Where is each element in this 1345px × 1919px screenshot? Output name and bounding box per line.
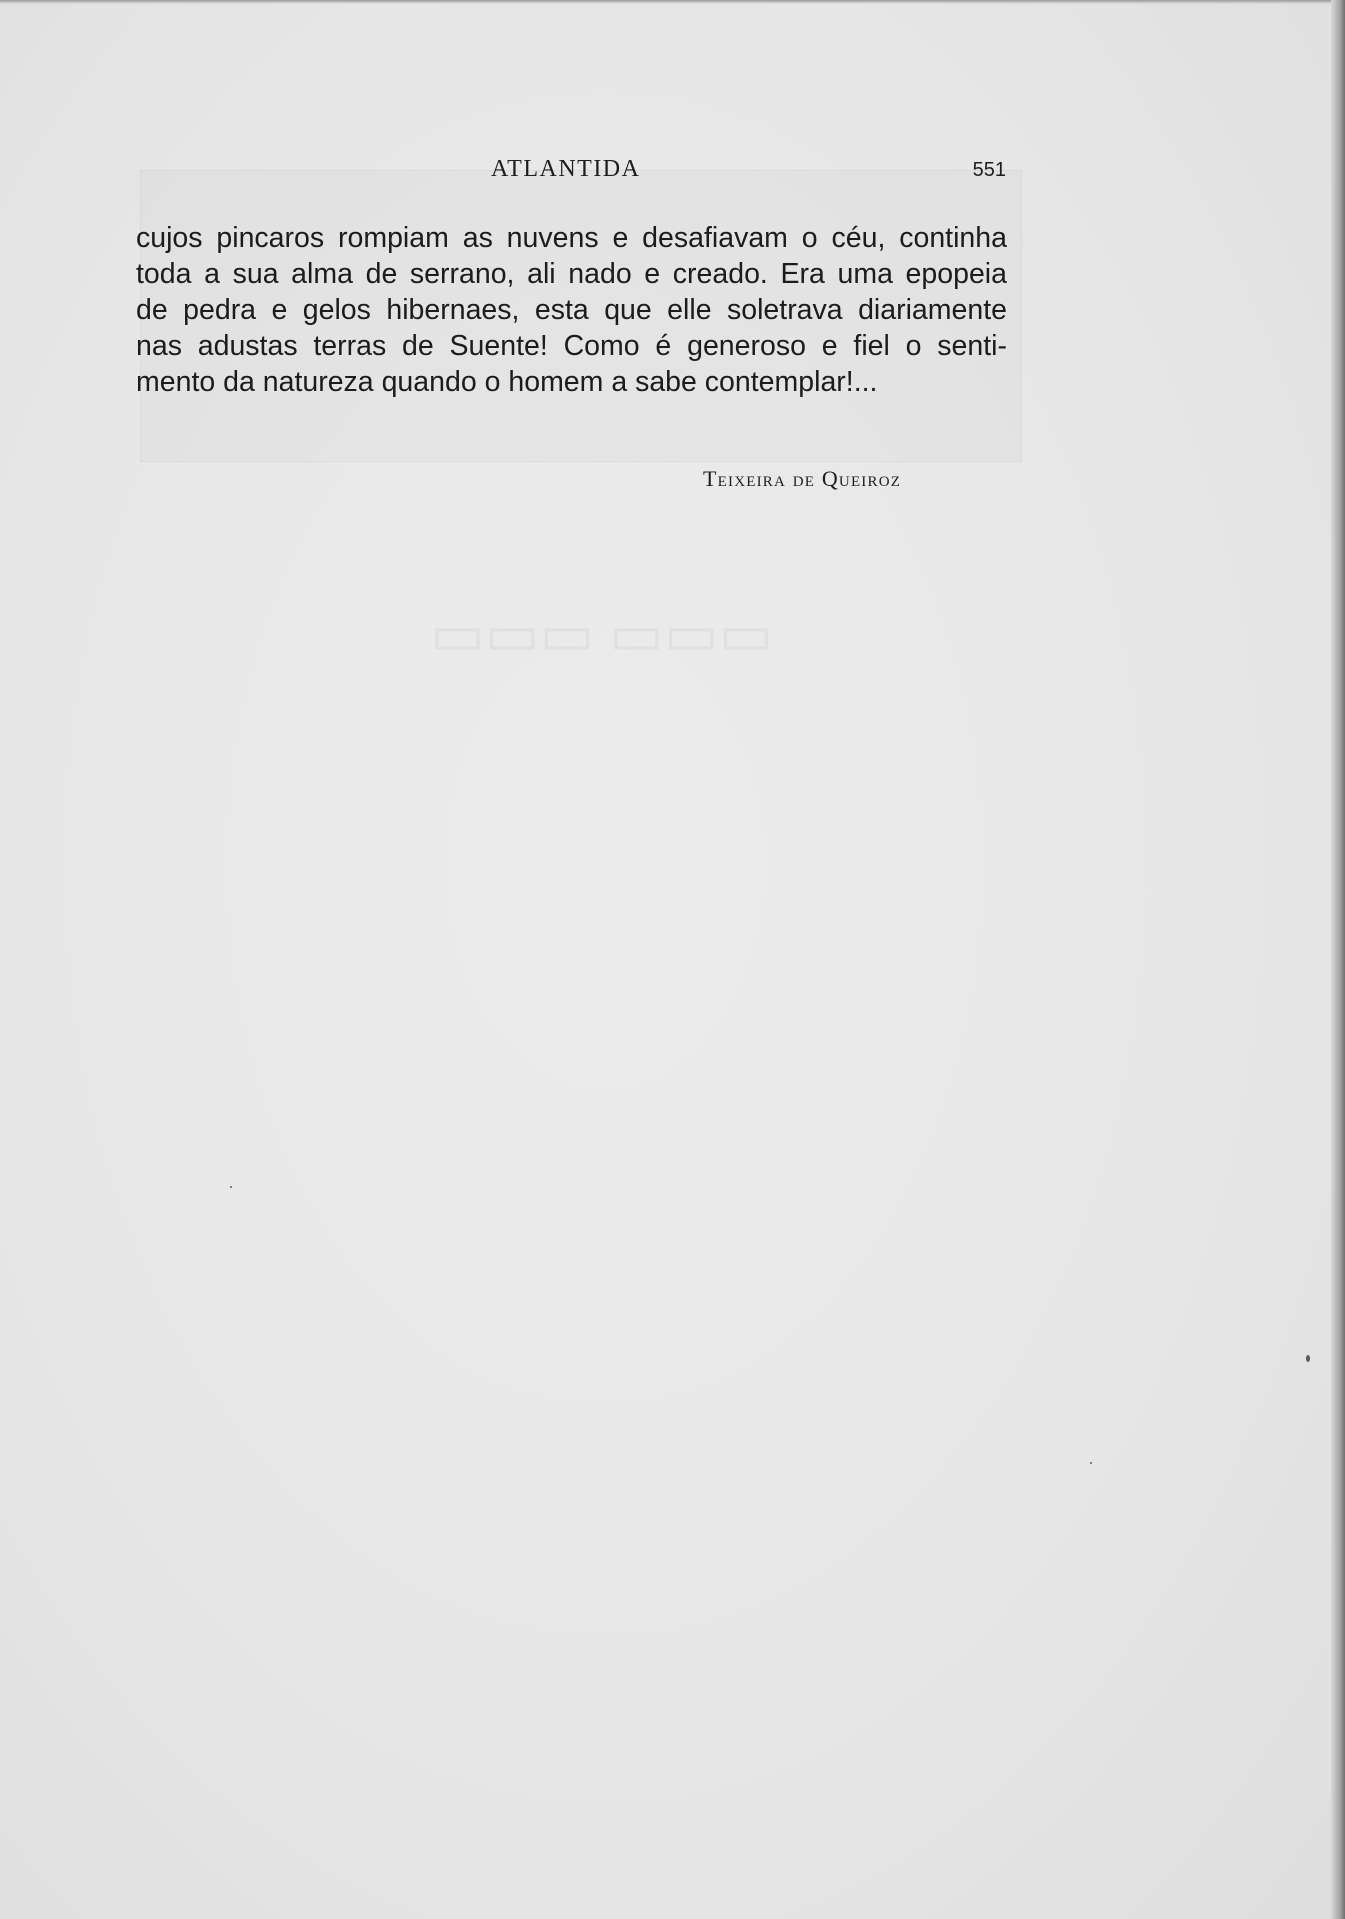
page-top-edge <box>0 0 1345 4</box>
page-right-edge <box>1331 0 1345 1919</box>
author-signature: Teixeira de Queiroz <box>703 466 902 491</box>
page-header <box>136 156 1006 186</box>
page-number: 551 <box>972 159 1006 181</box>
body-line: toda a sua alma de serrano, ali nado e creado. Era uma epopeia <box>136 258 1007 290</box>
body-line: nas adustas terras de Suente! Como é generoso e fiel o senti- <box>136 330 1007 362</box>
body-line: mento da natureza quando o homem a sabe contemplar!... <box>136 366 878 398</box>
body-text <box>136 220 1007 400</box>
running-head: ATLANTIDA <box>491 156 641 182</box>
paper-speck <box>230 1186 232 1188</box>
body-line: de pedra e gelos hibernaes, esta que elle soletrava diariamente <box>136 294 1007 326</box>
paper-speck <box>1090 1462 1092 1464</box>
paper-speck <box>1306 1355 1310 1362</box>
bleed-through-title-shadow: ▭▭▭ ▭▭▭ <box>430 602 774 667</box>
body-line: cujos pincaros rompiam as nuvens e desafiavam o céu, continha <box>136 222 1007 254</box>
